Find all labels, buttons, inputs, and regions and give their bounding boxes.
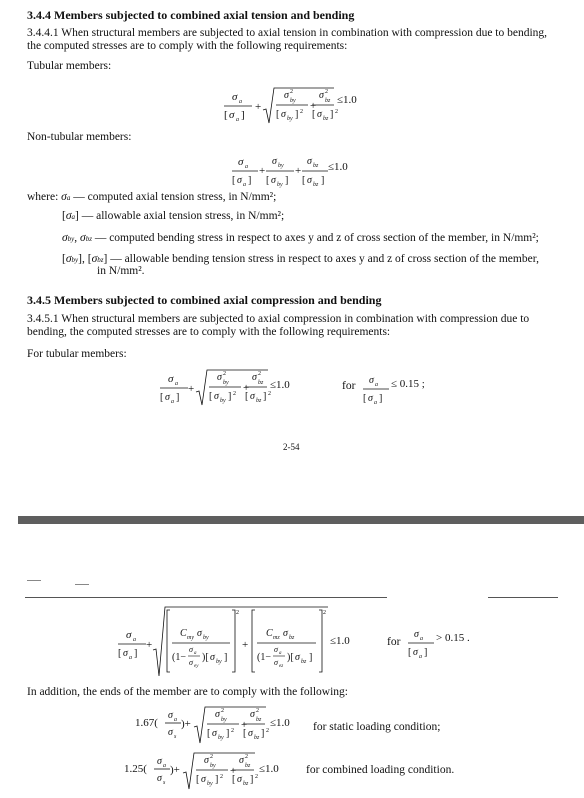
svg-text:bz: bz [256,398,262,404]
svg-text:)+: )+ [170,764,180,776]
definition-allowable-sigma-a-text: — allowable axial tension stress, in N/mm²; [81,210,285,222]
svg-text:2: 2 [266,728,269,734]
tubular-members-label: Tubular members: [27,60,112,72]
definition-sigma-by-bz: σby, σbz — computed bending stress in respect to axes y and z of cross section of the member, in N/mm²; [62,232,539,244]
svg-text:s: s [163,780,166,786]
svg-text:σ: σ [212,728,217,739]
svg-text:σ: σ [250,391,255,402]
equation-compression-tubular [160,368,320,408]
svg-text:bz: bz [245,763,251,769]
svg-text:+: + [243,382,250,394]
section-3-4-4-heading: 3.4.4 Members subjected to combined axial tension and bending [27,8,355,22]
svg-text:2: 2 [325,89,328,95]
svg-text:σ: σ [168,727,173,738]
svg-text:σ: σ [123,648,128,659]
svg-text:mz: mz [273,635,280,641]
eq6-coefficient: 1.25( [124,763,147,775]
svg-text:σ: σ [239,755,244,766]
svg-text:by: by [278,163,284,169]
svg-text:2: 2 [210,754,213,760]
svg-text:a: a [279,651,282,656]
svg-text:my: my [187,635,194,641]
svg-text:2: 2 [323,610,326,616]
svg-text:2: 2 [300,109,303,115]
svg-text:σ: σ [237,774,242,785]
svg-text:[: [ [276,109,280,120]
svg-text:[: [ [243,728,247,739]
svg-text:2: 2 [223,371,226,377]
svg-text:bz: bz [243,781,249,787]
svg-text:by: by [210,763,216,769]
svg-text:σ: σ [204,755,209,766]
svg-text:σ: σ [210,652,215,663]
svg-text:σ: σ [165,392,170,403]
svg-text:σ: σ [283,628,288,639]
svg-text:σ: σ [272,156,277,167]
where-label: where: [27,191,59,203]
svg-text:[: [ [224,109,228,121]
svg-text:a: a [419,654,422,660]
svg-text:σ: σ [189,658,193,667]
svg-text:[: [ [207,728,211,739]
svg-text:a: a [243,182,246,188]
svg-text:σ: σ [217,372,222,383]
svg-text:2: 2 [256,708,259,714]
svg-text:σ: σ [252,372,257,383]
svg-text:)[: )[ [202,652,209,663]
svg-text:2: 2 [258,371,261,377]
svg-text:[: [ [232,175,236,186]
svg-text:by: by [216,659,222,665]
svg-text:a: a [129,655,132,661]
eq3-condition-rhs: ≤ 0.15 ; [391,378,425,390]
page-separator-bar [18,516,584,524]
svg-text:by: by [287,116,293,122]
svg-text:σ: σ [168,373,174,385]
eq3-condition [362,372,425,406]
svg-text:[: [ [118,648,122,659]
svg-text:ey: ey [194,664,199,669]
svg-text:+: + [230,765,237,777]
svg-text:a: a [171,399,174,405]
eq5-coefficient: 1.67( [135,717,158,729]
svg-text:σ: σ [197,628,202,639]
svg-text:by: by [277,182,283,188]
svg-text:σ: σ [317,109,322,120]
svg-text:2: 2 [255,774,258,780]
static-loading-label: for static loading condition; [313,721,441,733]
svg-text:bz: bz [313,182,319,188]
svg-text:σ: σ [250,709,255,720]
svg-text:σ: σ [157,756,162,767]
eq4-condition-rhs: > 0.15 . [436,632,470,644]
svg-text:by: by [207,781,213,787]
section-3-4-4-1-paragraph: 3.4.4.1 When structural members are subjected to axial tension in combination with compression due to bending, the computed stresses are to comply with the following requirements: [27,27,548,52]
definition-sigma-a-text: — computed axial tension stress, in N/mm²; [73,191,277,203]
svg-text:2: 2 [231,728,234,734]
header-artifact-left [27,580,41,581]
svg-text:[: [ [266,175,270,186]
svg-text:[: [ [196,774,200,785]
svg-text:)[: )[ [287,652,294,663]
definition-allowable-sigma-by-bz: [σby], [σbz] — allowable bending tension stress in respect to axes y and z of cross section of the member, [62,253,539,265]
svg-text:2: 2 [233,391,236,397]
svg-text:]: ] [330,109,334,120]
svg-text:+: + [188,383,195,395]
svg-text:s: s [174,734,177,740]
svg-text:σ: σ [168,710,173,721]
svg-text:+: + [259,165,266,177]
svg-text:C: C [180,628,187,639]
svg-text:σ: σ [126,629,132,641]
svg-text:bz: bz [289,635,295,641]
svg-text:σ: σ [214,391,219,402]
svg-text:]: ] [250,774,254,785]
svg-text:by: by [218,735,224,741]
header-rule-right [488,597,558,598]
svg-text:bz: bz [313,163,319,169]
in-addition-paragraph: In addition, the ends of the member are to comply with the following: [27,686,348,698]
svg-text:+: + [241,719,248,731]
eq4-rhs: ≤1.0 [330,635,350,647]
svg-text:σ: σ [238,156,244,168]
svg-text:[: [ [232,774,236,785]
svg-text:]: ] [228,391,232,402]
svg-text:(1−: (1− [257,652,271,663]
equation-tension-tubular [222,86,382,126]
definition-allowable-sigma-by-bz-text: — allowable bending tension stress in respect to axes y and z of cross section of the member, [110,253,539,265]
svg-text:σ: σ [307,175,312,186]
section-3-4-5-heading: 3.4.5 Members subjected to combined axial compression and bending [27,293,382,307]
svg-text:a: a [374,400,377,406]
svg-text:]: ] [285,175,289,186]
eq4-condition [407,626,470,660]
svg-text:+: + [146,639,153,651]
svg-text:σ: σ [413,647,418,658]
svg-text:]: ] [241,109,245,121]
svg-text:]: ] [261,728,265,739]
svg-text:[: [ [302,175,306,186]
svg-text:a: a [175,381,178,387]
svg-text:σ: σ [157,773,162,784]
section-3-4-5-1-paragraph: 3.4.5.1 When structural members are subjected to axial compression in combination with compression due to bending, the computed stresses are to comply with the following requirements: [27,313,530,338]
svg-text:C: C [266,628,273,639]
svg-text:a: a [375,382,378,388]
svg-text:by: by [290,98,296,104]
svg-text:[: [ [363,393,367,404]
svg-text:+: + [255,101,262,113]
svg-text:2: 2 [290,89,293,95]
svg-text:σ: σ [319,90,324,101]
svg-text:2: 2 [236,610,239,616]
eq1-rhs: ≤1.0 [337,94,357,106]
svg-text:]: ] [176,392,180,403]
svg-text:]: ] [379,393,383,404]
definition-sigma-by-bz-text: — computed bending stress in respect to axes y and z of cross section of the member, in N/mm²; [94,232,539,244]
svg-text:by: by [220,398,226,404]
svg-text:σ: σ [369,375,374,386]
svg-text:[: [ [312,109,316,120]
eq3-for-label: for [342,380,356,392]
page-number: 2-54 [283,442,300,452]
eq6-rhs: ≤1.0 [259,763,279,775]
svg-text:)+: )+ [181,718,191,730]
svg-text:σ: σ [368,393,373,404]
non-tubular-members-label: Non-tubular members: [27,131,132,143]
svg-text:2: 2 [221,708,224,714]
header-artifact-mid [75,584,89,585]
svg-text:σ: σ [281,109,286,120]
svg-text:a: a [163,763,166,769]
svg-text:]: ] [263,391,267,402]
definition-sigma-a: where: σa — computed axial tension stress, in N/mm²; [27,191,277,203]
equation-static-loading [135,705,322,745]
svg-text:[: [ [408,647,412,658]
equation-combined-loading [124,751,311,791]
svg-text:2: 2 [220,774,223,780]
svg-text:σ: σ [295,652,300,663]
svg-text:a: a [174,717,177,723]
definition-allowable-sigma-a: [σa] — allowable axial tension stress, in N/mm²; [62,210,285,222]
svg-text:2: 2 [335,109,338,115]
svg-text:]: ] [309,652,313,663]
svg-text:σ: σ [201,774,206,785]
svg-text:+: + [295,165,302,177]
svg-text:σ: σ [248,728,253,739]
svg-text:σ: σ [229,109,235,121]
svg-text:σ: σ [274,658,278,667]
svg-text:[: [ [160,392,164,403]
svg-text:]: ] [321,175,325,186]
svg-text:]: ] [226,728,230,739]
svg-text:σ: σ [271,175,276,186]
svg-text:ez: ez [279,664,284,669]
svg-text:bz: bz [323,116,329,122]
svg-text:σ: σ [274,645,278,654]
svg-text:bz: bz [254,735,260,741]
definition-allowable-continuation: in N/mm². [97,265,145,277]
svg-text:a: a [420,636,423,642]
svg-text:σ: σ [237,175,242,186]
svg-text:bz: bz [256,717,262,723]
svg-text:bz: bz [258,380,264,386]
svg-text:2: 2 [268,391,271,397]
eq5-rhs: ≤1.0 [270,717,290,729]
svg-text:σ: σ [189,645,193,654]
svg-text:]: ] [248,175,252,186]
svg-text:+: + [242,639,249,651]
svg-text:a: a [133,637,136,643]
header-rule-left [25,597,387,598]
svg-text:by: by [221,717,227,723]
svg-text:]: ] [295,109,299,120]
svg-text:a: a [236,117,239,123]
svg-text:]: ] [224,652,228,663]
eq4-for-label: for [387,636,401,648]
svg-text:σ: σ [215,709,220,720]
svg-text:σ: σ [414,629,419,640]
equation-tension-non-tubular [232,152,348,188]
svg-text:by: by [223,380,229,386]
equation-compression-amplified [118,606,358,680]
svg-text:+: + [310,100,317,112]
svg-text:[: [ [245,391,249,402]
svg-text:σ: σ [307,156,312,167]
svg-text:2: 2 [245,754,248,760]
svg-text:[: [ [209,391,213,402]
svg-text:a: a [194,651,197,656]
svg-text:]: ] [424,647,428,658]
svg-text:bz: bz [301,659,307,665]
eq3-rhs: ≤1.0 [270,379,290,391]
for-tubular-members-label: For tubular members: [27,348,127,360]
svg-text:a: a [245,164,248,170]
combined-loading-label: for combined loading condition. [306,764,455,776]
svg-text:σ: σ [232,91,238,103]
svg-text:(1−: (1− [172,652,186,663]
eq2-rhs: ≤1.0 [328,161,348,173]
svg-text:]: ] [134,648,138,659]
svg-text:a: a [239,99,242,105]
svg-text:σ: σ [284,90,289,101]
svg-text:by: by [203,635,209,641]
svg-text:bz: bz [325,98,331,104]
svg-text:]: ] [215,774,219,785]
